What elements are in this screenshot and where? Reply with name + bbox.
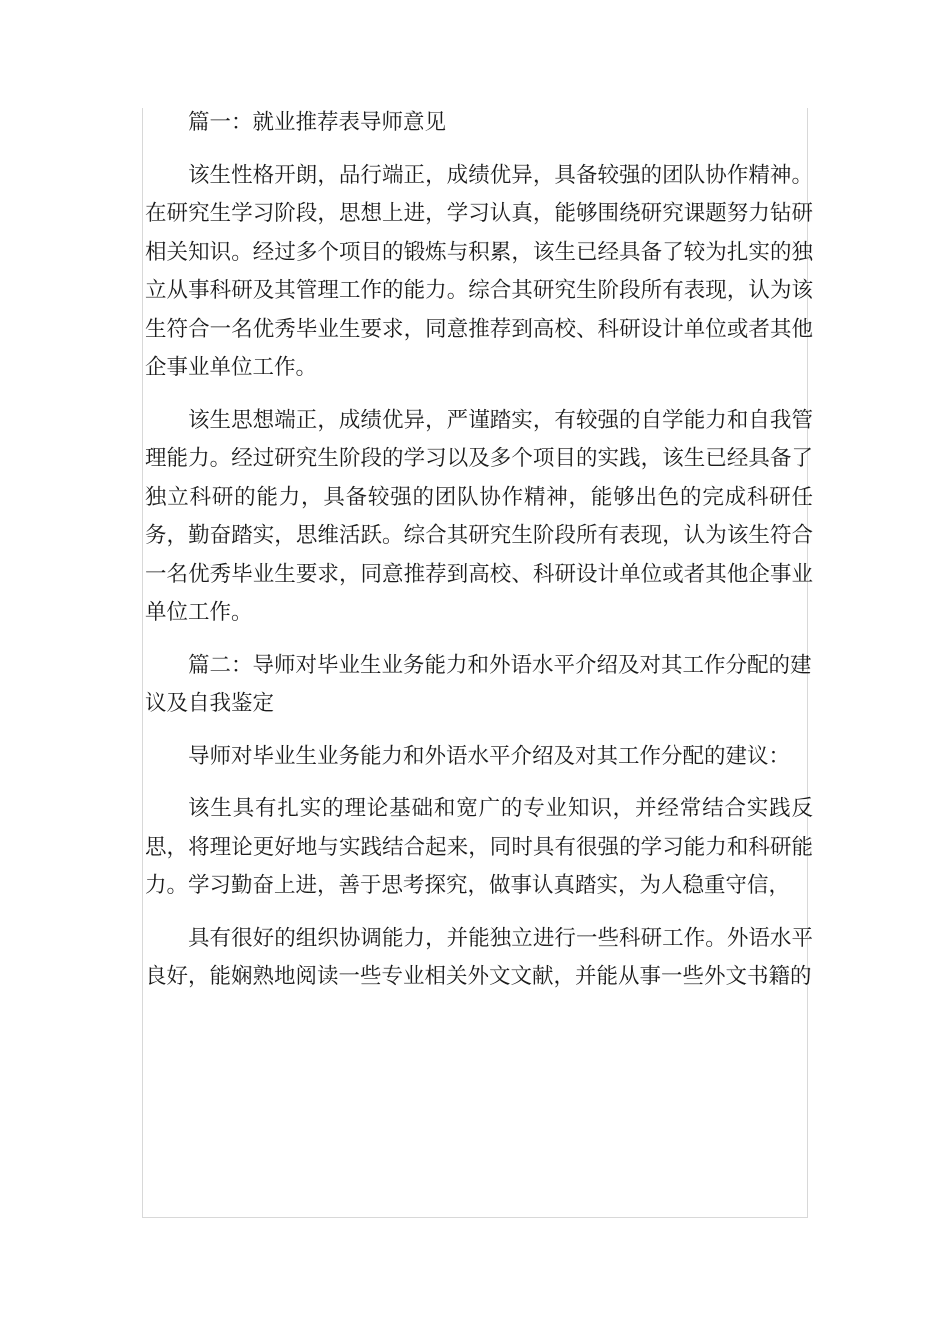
document-body — [145, 104, 813, 997]
paragraph: 该生性格开朗，品行端正，成绩优异，具备较强的团队协作精神。在研究生学习阶段，思想上进，学习认真，能够围绕研究课题努力钻研相关知识。经过多个项目的锻炼与积累，该生已经具备了较为扎实的独立从事科研及其管理工作的能力。综合其研究生阶段所有表现，认为该生符合一名优秀毕业生要求，同意推荐到高校、科研设计单位或者其他企事业单位工作。 — [145, 162, 813, 380]
paragraph: 该生思想端正，成绩优异，严谨踏实，有较强的自学能力和自我管理能力。经过研究生阶段的学习以及多个项目的实践，该生已经具备了独立科研的能力，具备较强的团队协作精神，能够出色的完成科研任务，勤奋踏实，思维活跃。综合其研究生阶段所有表现，认为该生符合一名优秀毕业生要求，同意推荐到高校、科研设计单位或者其他企事业单位工作。 — [145, 407, 813, 625]
paragraph: 该生具有扎实的理论基础和宽广的专业知识，并经常结合实践反思，将理论更好地与实践结合起来，同时具有很强的学习能力和科研能力。学习勤奋上进，善于思考探究，做事认真踏实，为人稳重守信， — [145, 796, 813, 898]
section-heading-1: 篇一：就业推荐表导师意见 — [188, 110, 447, 135]
section-heading-2: 篇二：导师对毕业生业务能力和外语水平介绍及对其工作分配的建议及自我鉴定 — [145, 652, 812, 716]
paragraph: 具有很好的组织协调能力，并能独立进行一些科研工作。外语水平良好，能娴熟地阅读一些专业相关外文文献，并能从事一些外文书籍的 — [145, 925, 813, 989]
paragraph: 导师对毕业生业务能力和外语水平介绍及对其工作分配的建议： — [188, 743, 791, 769]
